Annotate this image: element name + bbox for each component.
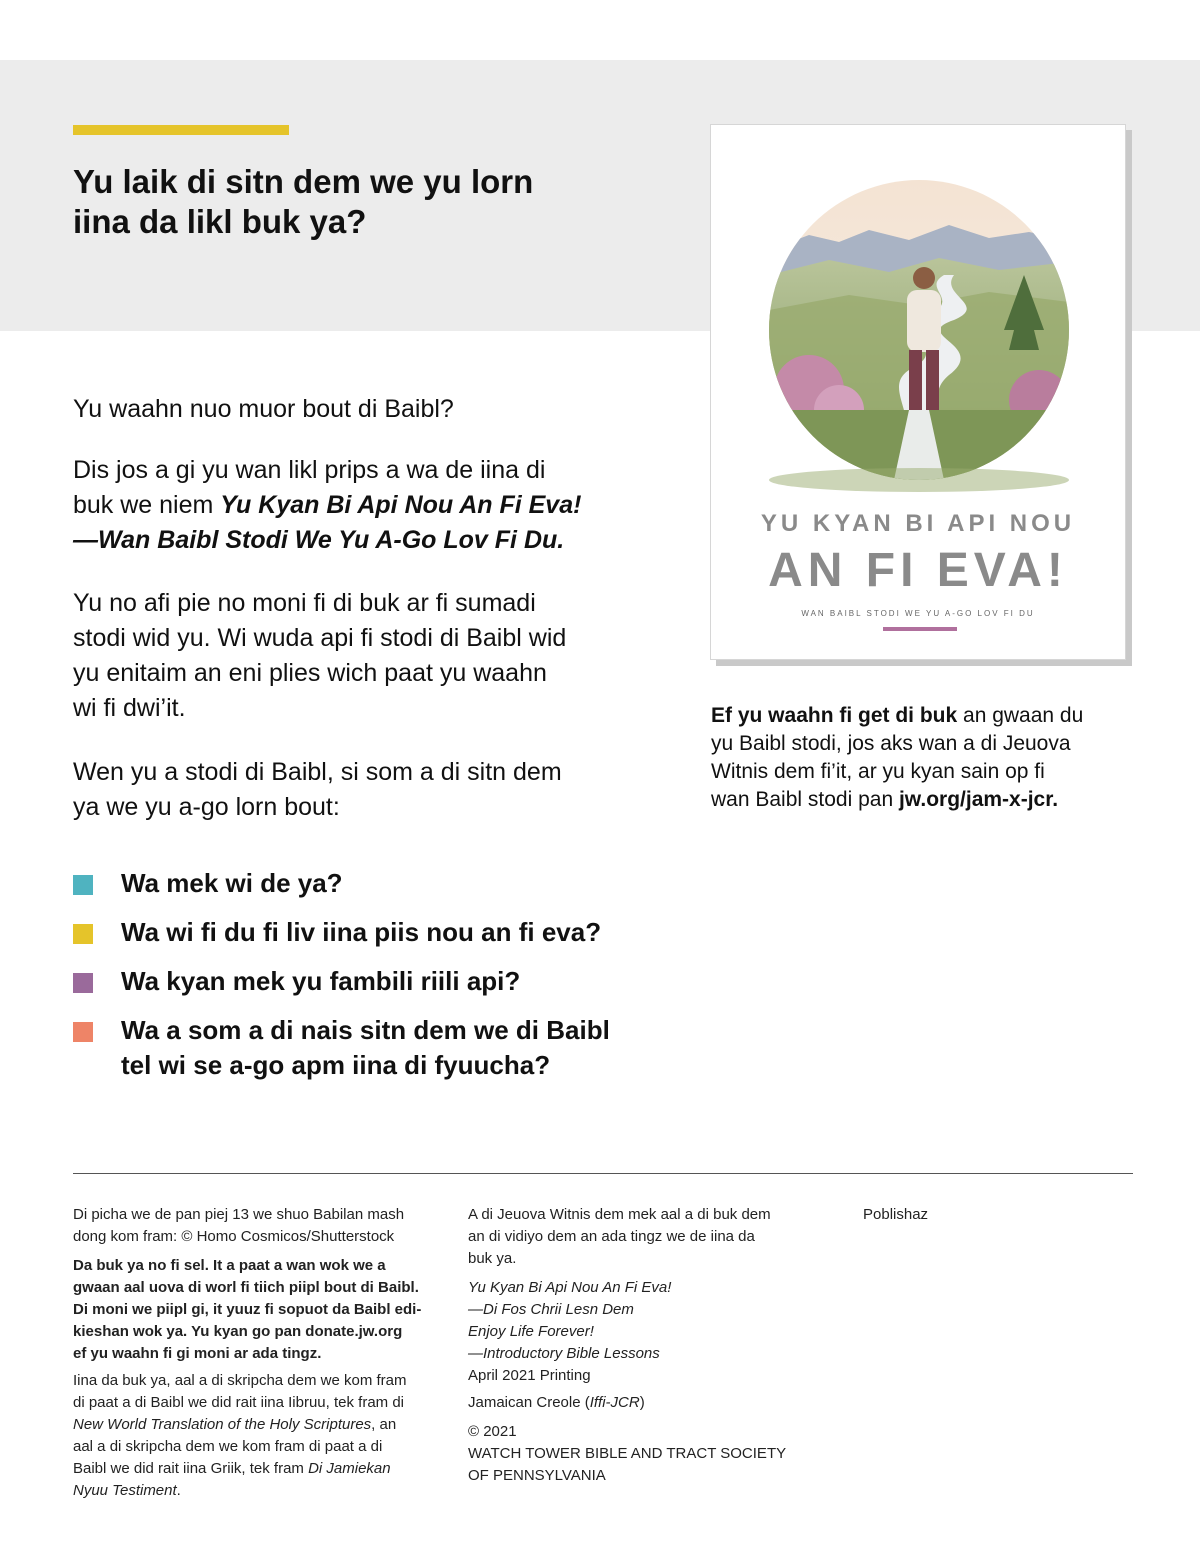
text-line: Di picha we de pan piej 13 we shuo Babilan mash [73, 1206, 405, 1223]
text-line: Wen yu a stodi di Baibl, si som a di sitn dem [73, 758, 562, 786]
publishers-label: Poblishaz [863, 1206, 929, 1223]
copyright [468, 1421, 808, 1487]
text-line [73, 488, 633, 523]
bullet-square [73, 1022, 93, 1042]
text-line: kieshan wok ya. Yu kyan go pan donate.jw.org [73, 1323, 403, 1340]
dnt-title: Nyuu Testiment [73, 1482, 177, 1499]
text-line: ef yu waahn fi gi moni ar ada tingz. [73, 1345, 322, 1362]
nwt-title: New World Translation of the Holy Scriptures [73, 1416, 372, 1433]
get-book-info [711, 702, 1131, 814]
publisher-note [468, 1204, 808, 1270]
text-line: aal a di skripcha dem we kom fram di paat a di [73, 1438, 383, 1455]
intro-paragraph-topics [73, 755, 633, 825]
text-line: wi fi dwi’it. [73, 694, 186, 722]
topic-text: Wa mek wi de ya? [121, 868, 343, 898]
list-item [73, 915, 653, 950]
text-line: stodi wid yu. Wi wuda api fi stodi di Baibl wid [73, 624, 567, 652]
text-line: yu Baibl stodi, jos aks wan a di Jeuova [711, 732, 1071, 755]
text-line: Da buk ya no fi sel. It a paat a wan wok we a [73, 1257, 386, 1274]
text-line: Dis jos a gi yu wan likl prips a wa de iina di [73, 456, 546, 484]
language-code [468, 1392, 808, 1414]
signup-link[interactable]: jw.org/jam-x-jcr. [898, 788, 1059, 811]
cover-title-line1: YU KYAN BI API NOU [760, 510, 1076, 537]
donation-notice [73, 1255, 443, 1365]
text-line: WATCH TOWER BIBLE AND TRACT SOCIETY [468, 1445, 787, 1462]
page-title-line: Yu laik di sitn dem we yu lorn [73, 163, 534, 200]
text-fragment: Baibl we did rait iina Griik, tek fram [73, 1460, 309, 1477]
text-line [73, 1414, 443, 1436]
text-line: di paat a di Baibl we did rait iina Iibruu, tek fram di [73, 1394, 405, 1411]
text-line [711, 702, 1131, 730]
intro-question: Yu waahn nuo muor bout di Baibl? [73, 395, 454, 423]
landscape-illustration [769, 180, 1069, 495]
bullet-square [73, 875, 93, 895]
cover-accent-line [883, 627, 957, 631]
list-item [73, 1013, 653, 1083]
text-line: gwaan aal uova di worl fi tiich piipl bout di Baibl. [73, 1279, 419, 1296]
text-line: —Di Fos Chrii Lesn Dem [468, 1301, 634, 1318]
scripture-note [73, 1370, 443, 1502]
dnt-title: Di Jamiekan [308, 1460, 391, 1477]
text-fragment: , an [371, 1416, 397, 1433]
text-fragment: ) [639, 1394, 645, 1411]
text-line: ya we yu a-go lorn bout: [73, 793, 340, 821]
topic-text: Wa wi fi du fi liv iina piis nou an fi eva? [121, 917, 602, 947]
text-line: Enjoy Life Forever! [468, 1323, 594, 1340]
page-title [73, 162, 673, 242]
cta-bold: Ef yu waahn fi get di buk [711, 704, 958, 727]
cover-subtitle: WAN BAIBL STODI WE YU A-GO LOV FI DU [801, 609, 1035, 618]
image-credit [73, 1204, 443, 1248]
book-subtitle: —Wan Baibl Stodi We Yu A-Go Lov Fi Du. [73, 526, 565, 554]
text-line: OF PENNSYLVANIA [468, 1467, 606, 1484]
topic-text: Wa kyan mek yu fambili riili api? [121, 966, 521, 996]
text-fragment: Jamaican Creole ( [468, 1394, 590, 1411]
text-fragment: buk we niem [73, 491, 221, 519]
list-item [73, 866, 653, 901]
book-edition-info [468, 1277, 808, 1387]
text-line: dong kom fram: © Homo Cosmicos/Shutterstock [73, 1228, 395, 1245]
text-line [73, 1480, 443, 1502]
topic-text: tel wi se a-go apm iina di fyuucha? [121, 1050, 551, 1080]
text-line: Yu no afi pie no moni fi di buk ar fi sumadi [73, 589, 536, 617]
topic-text: Wa a som a di nais sitn dem we di Baibl [121, 1015, 610, 1045]
printing-date: April 2021 Printing [468, 1367, 591, 1384]
accent-bar [73, 125, 289, 135]
bullet-square [73, 973, 93, 993]
text-line: buk ya. [468, 1250, 517, 1267]
footer-divider [73, 1173, 1133, 1174]
text-line: —Introductory Bible Lessons [468, 1345, 660, 1362]
page-title-line: iina da likl buk ya? [73, 203, 367, 240]
text-line [711, 786, 1131, 814]
cover-title-line2: AN FI EVA! [768, 544, 1068, 597]
bullet-square [73, 924, 93, 944]
topic-list [73, 866, 653, 1097]
intro-paragraph-book [73, 453, 633, 558]
text-line: Yu Kyan Bi Api Nou An Fi Eva! [468, 1279, 672, 1296]
text-line: Di moni we piipl gi, it yuuz fi sopuot da Baibl edi- [73, 1301, 422, 1318]
intro-paragraph-free [73, 586, 633, 726]
text-line: Iina da buk ya, aal a di skripcha dem we kom fram [73, 1372, 407, 1389]
list-item [73, 964, 653, 999]
text-line: A di Jeuova Witnis dem mek aal a di buk dem [468, 1206, 771, 1223]
text-line: yu enitaim an eni plies wich paat yu waahn [73, 659, 547, 687]
text-line [73, 1458, 443, 1480]
text-fragment: wan Baibl stodi pan [711, 788, 899, 811]
book-title: Yu Kyan Bi Api Nou An Fi Eva! [220, 491, 582, 519]
text-fragment: . [176, 1482, 181, 1499]
language-code-value: Iffi-JCR [589, 1394, 640, 1411]
book-cover [710, 124, 1126, 660]
text-line: an di vidiyo dem an ada tingz we de iina da [468, 1228, 755, 1245]
text-line: Witnis dem fi’it, ar yu kyan sain op fi [711, 760, 1045, 783]
text-fragment: an gwaan du [957, 704, 1084, 727]
text-line: © 2021 [468, 1423, 517, 1440]
